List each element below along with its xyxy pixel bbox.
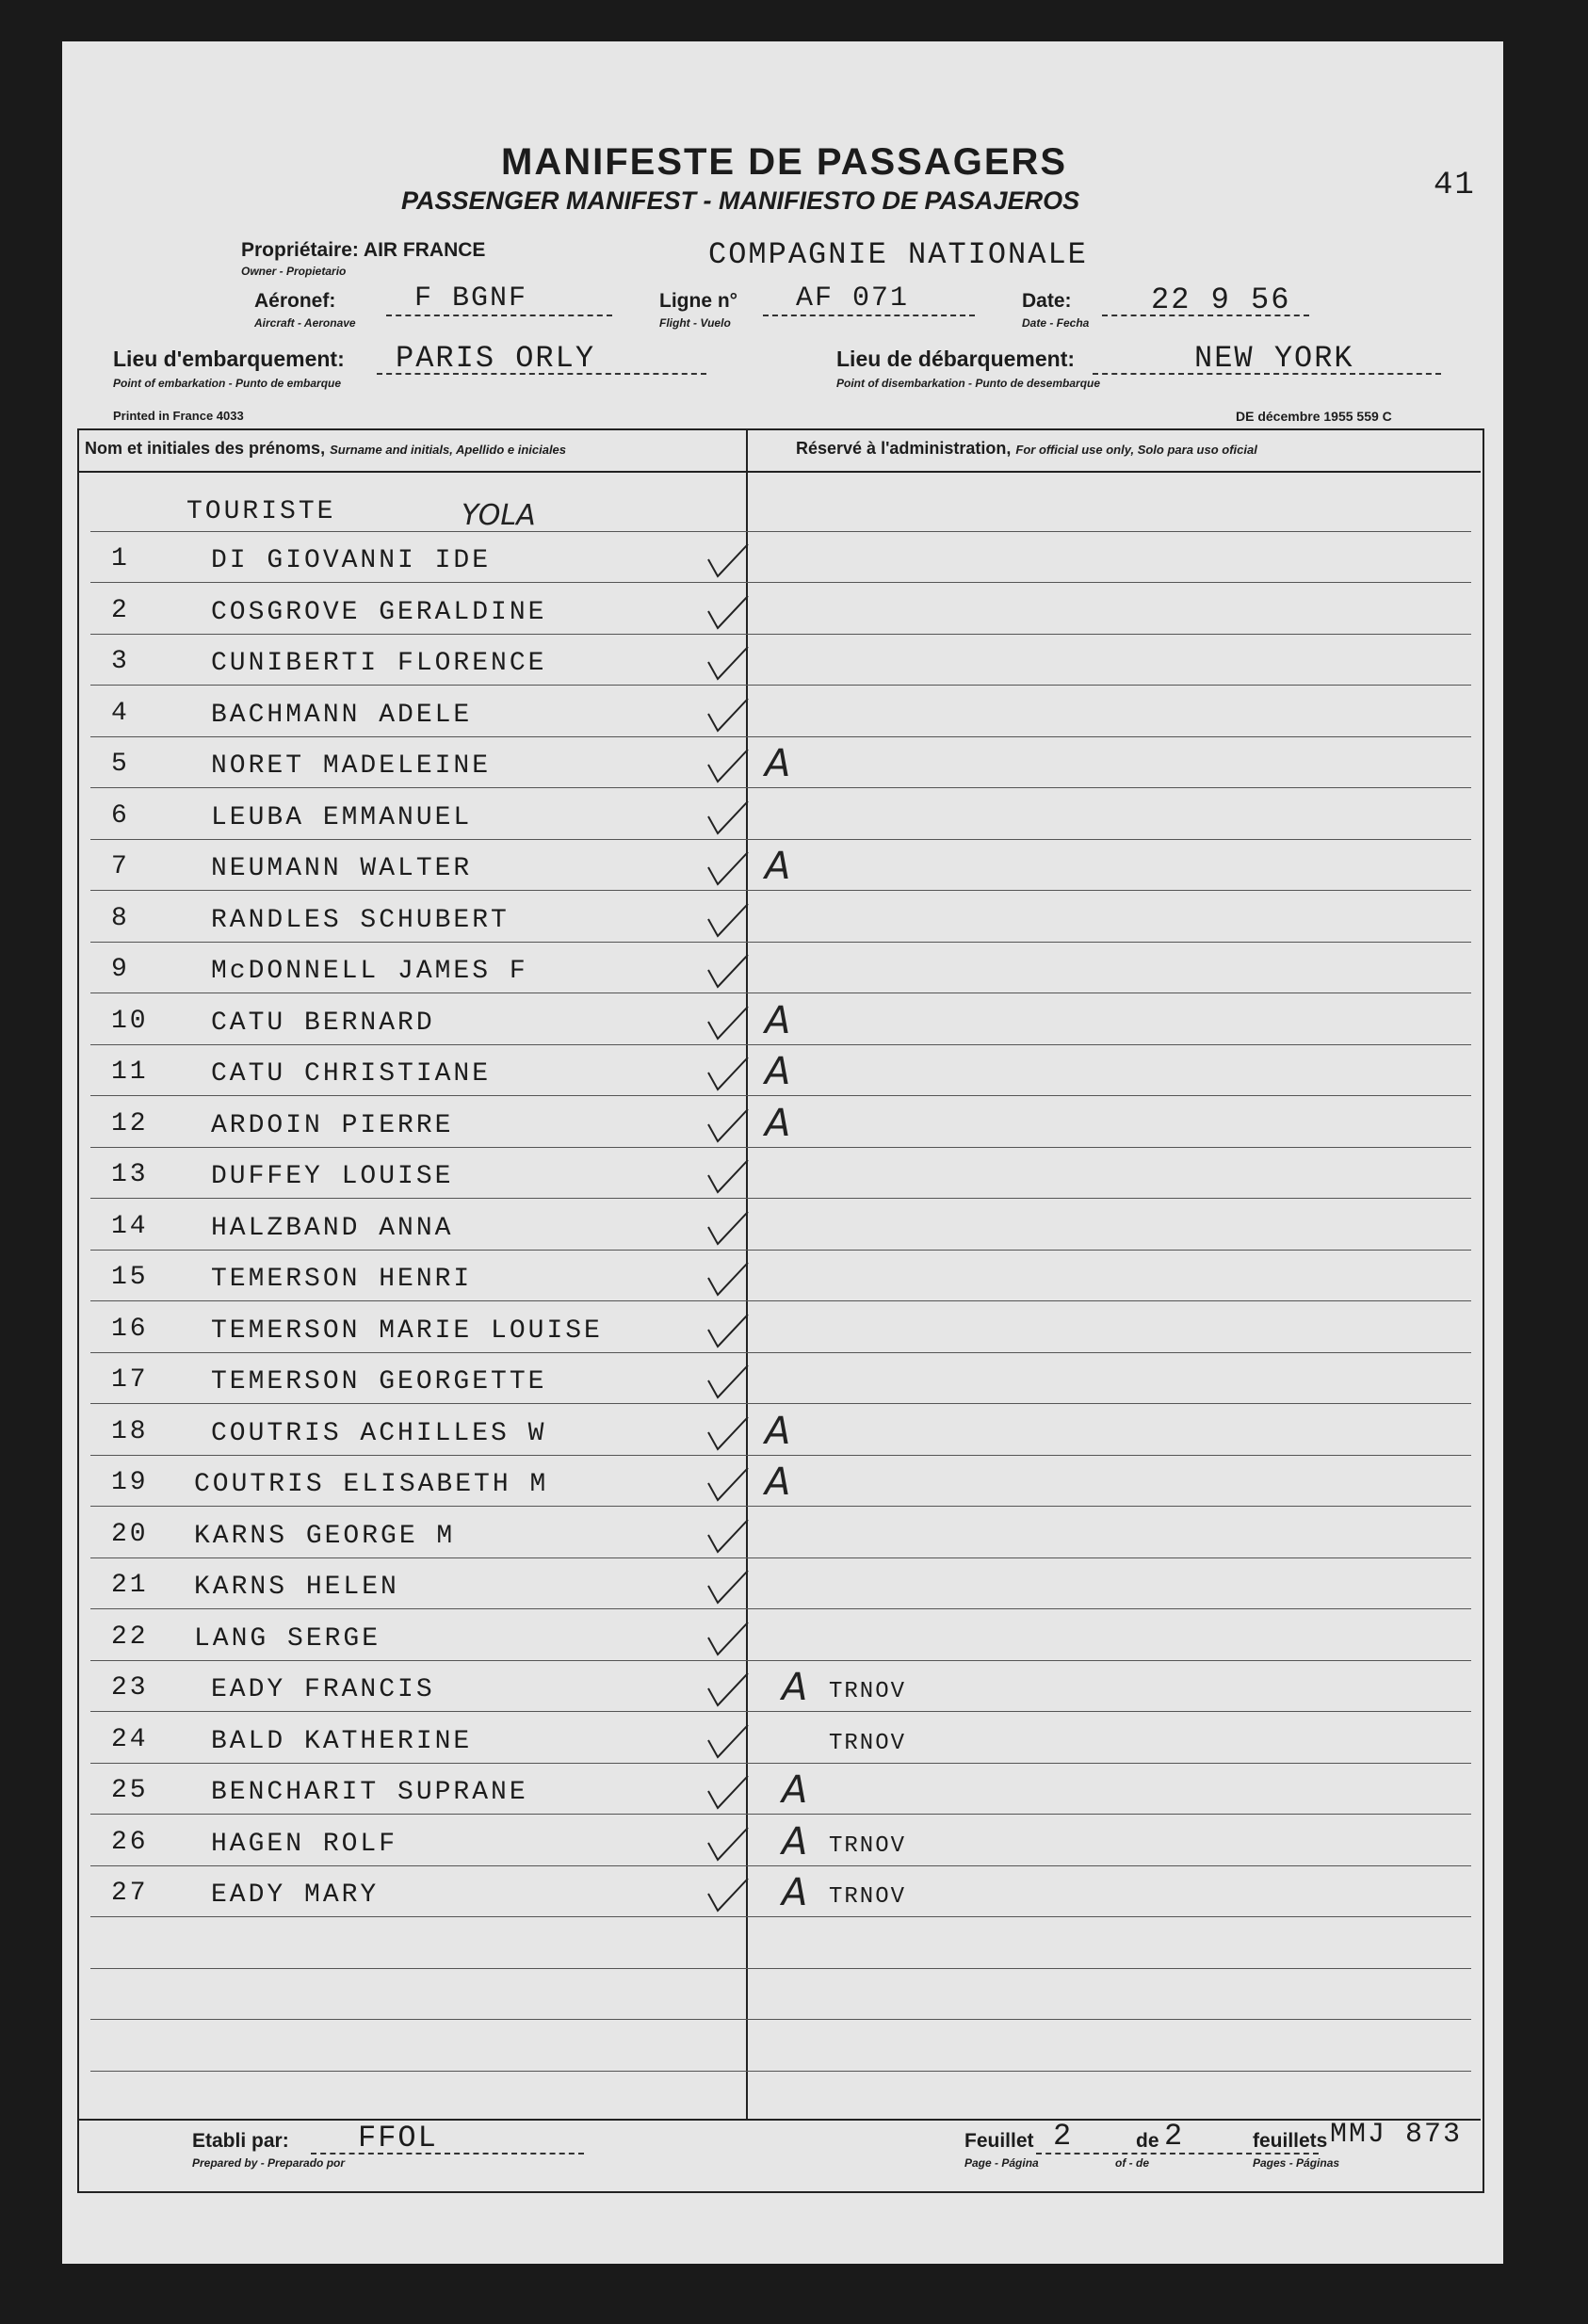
row-line xyxy=(90,1660,1471,1661)
passenger-number: 21 xyxy=(111,1571,149,1600)
check-mark-icon xyxy=(705,542,752,580)
passenger-name: LEUBA EMMANUEL xyxy=(211,802,473,832)
passenger-name: COUTRIS ACHILLES W xyxy=(211,1418,547,1448)
check-mark-icon xyxy=(705,1671,752,1709)
check-mark-icon xyxy=(705,1518,752,1556)
passenger-name: TEMERSON MARIE LOUISE xyxy=(211,1315,603,1346)
blank-row-line xyxy=(90,2071,1471,2072)
col1-header-main: Nom et initiales des prénoms, xyxy=(85,439,326,458)
check-mark-icon xyxy=(705,594,752,632)
passenger-name: EADY FRANCIS xyxy=(211,1675,435,1704)
check-mark-icon xyxy=(705,645,752,683)
check-mark-icon xyxy=(705,1313,752,1350)
col2-header-sub: For official use only, Solo para uso oficial xyxy=(1015,443,1257,457)
row-line xyxy=(90,634,1471,635)
row-line xyxy=(90,1455,1471,1456)
stamp: MMJ 873 xyxy=(1330,2119,1463,2151)
row-line xyxy=(90,1711,1471,1712)
row-line xyxy=(90,1763,1471,1764)
passenger-name: HAGEN ROLF xyxy=(211,1829,398,1859)
admin-note: TRNOV xyxy=(829,1679,907,1704)
sheet-sub: Page - Página xyxy=(964,2156,1039,2170)
passenger-name: NORET MADELEINE xyxy=(211,751,492,781)
admin-mark: A xyxy=(765,998,791,1042)
passenger-number: 11 xyxy=(111,1057,149,1087)
passenger-number: 13 xyxy=(111,1160,149,1189)
passenger-name: NEUMANN WALTER xyxy=(211,854,473,883)
row-line xyxy=(90,942,1471,943)
date-label: Date: xyxy=(1022,290,1072,312)
row-line xyxy=(90,1352,1471,1353)
flight-sub: Flight - Vuelo xyxy=(659,316,731,330)
row-line xyxy=(90,890,1471,891)
admin-note: TRNOV xyxy=(829,1730,907,1756)
passenger-number: 6 xyxy=(111,800,130,831)
check-mark-icon xyxy=(705,1107,752,1145)
col1-header-sub: Surname and initials, Apellido e iniciales xyxy=(330,443,567,457)
printed-note: Printed in France 4033 xyxy=(113,409,244,423)
passenger-name: TEMERSON GEORGETTE xyxy=(211,1367,547,1396)
passenger-number: 24 xyxy=(111,1724,149,1754)
admin-mark: A xyxy=(782,1819,808,1864)
passenger-name: EADY MARY xyxy=(211,1880,380,1910)
row-line xyxy=(90,1814,1471,1815)
check-mark-icon xyxy=(705,1466,752,1504)
check-mark-icon xyxy=(705,953,752,991)
date-sub: Date - Fecha xyxy=(1022,316,1090,330)
check-mark-icon xyxy=(705,1056,752,1093)
sheet-underline xyxy=(1036,2153,1319,2155)
passenger-number: 18 xyxy=(111,1416,149,1446)
of-label: de xyxy=(1136,2130,1159,2152)
page-number: 41 xyxy=(1434,168,1476,203)
passenger-number: 17 xyxy=(111,1365,149,1395)
admin-mark: A xyxy=(782,1768,808,1812)
form-code: DE décembre 1955 559 C xyxy=(1236,409,1392,424)
page-subtitle: PASSENGER MANIFEST - MANIFIESTO DE PASAJEROS xyxy=(401,186,1080,215)
prepared-underline xyxy=(311,2153,584,2155)
passenger-number: 14 xyxy=(111,1211,149,1241)
of-sub: of - de xyxy=(1115,2156,1149,2170)
passenger-name: COSGROVE GERALDINE xyxy=(211,597,547,627)
row-line xyxy=(90,582,1471,583)
passenger-number: 5 xyxy=(111,750,130,779)
embark-label: Lieu d'embarquement: xyxy=(113,347,345,371)
disembark-label: Lieu de débarquement: xyxy=(836,347,1076,371)
passenger-name: TEMERSON HENRI xyxy=(211,1265,473,1294)
passenger-number: 19 xyxy=(111,1468,149,1497)
row-line xyxy=(90,1300,1471,1301)
prepared-label: Etabli par: xyxy=(192,2130,289,2152)
admin-note: TRNOV xyxy=(829,1832,907,1859)
row-line xyxy=(90,787,1471,788)
passenger-number: 9 xyxy=(111,955,130,984)
check-mark-icon xyxy=(705,1621,752,1658)
passenger-name: DI GIOVANNI IDE xyxy=(211,546,492,575)
section-annotation: YOLA xyxy=(462,499,536,532)
row-line xyxy=(90,1044,1471,1045)
passenger-name: BALD KATHERINE xyxy=(211,1726,473,1756)
passenger-number: 4 xyxy=(111,698,130,728)
passenger-number: 7 xyxy=(111,852,130,881)
check-mark-icon xyxy=(705,697,752,734)
row-line xyxy=(90,1198,1471,1199)
passenger-number: 8 xyxy=(111,903,130,933)
check-mark-icon xyxy=(705,1158,752,1196)
check-mark-icon xyxy=(705,1826,752,1864)
check-mark-icon xyxy=(705,1261,752,1299)
passenger-name: KARNS HELEN xyxy=(194,1573,399,1602)
sheet-label: Feuillet xyxy=(964,2130,1034,2152)
row-line xyxy=(90,1506,1471,1507)
owner-value: COMPAGNIE NATIONALE xyxy=(708,237,1088,272)
check-mark-icon xyxy=(705,748,752,785)
passenger-number: 3 xyxy=(111,647,130,676)
row-line xyxy=(90,1147,1471,1148)
aircraft-underline xyxy=(386,315,612,316)
of-value: 2 xyxy=(1164,2119,1185,2154)
passenger-number: 27 xyxy=(111,1879,149,1908)
disembark-underline xyxy=(1093,373,1441,375)
flight-underline xyxy=(763,315,975,316)
passenger-name: LANG SERGE xyxy=(194,1623,381,1654)
col2-header-main: Réservé à l'administration, xyxy=(796,439,1012,458)
passenger-number: 25 xyxy=(111,1776,149,1805)
row-line xyxy=(90,1250,1471,1251)
row-line xyxy=(90,1557,1471,1558)
prepared-sub: Prepared by - Preparado por xyxy=(192,2156,346,2170)
owner-label: Propriétaire: AIR FRANCE xyxy=(241,239,486,261)
row-line xyxy=(90,1095,1471,1096)
date-underline xyxy=(1102,315,1309,316)
check-mark-icon xyxy=(705,1569,752,1606)
passenger-name: KARNS GEORGE M xyxy=(194,1521,456,1551)
passenger-number: 15 xyxy=(111,1263,149,1292)
prepared-value: FFOL xyxy=(358,2121,438,2155)
passenger-name: COUTRIS ELISABETH M xyxy=(194,1470,549,1499)
passenger-number: 2 xyxy=(111,595,130,625)
owner-sub: Owner - Propietario xyxy=(241,265,347,278)
passenger-name: McDONNELL JAMES F xyxy=(211,957,528,986)
flight-label: Ligne n° xyxy=(659,290,738,312)
check-mark-icon xyxy=(705,1210,752,1248)
row-line xyxy=(90,736,1471,737)
passenger-number: 26 xyxy=(111,1827,149,1857)
embark-value: PARIS ORLY xyxy=(396,341,596,376)
check-mark-icon xyxy=(705,1723,752,1761)
passenger-number: 23 xyxy=(111,1673,149,1703)
section-label: TOURISTE xyxy=(186,497,336,526)
passenger-number: 20 xyxy=(111,1519,149,1549)
embark-sub: Point of embarkation - Punto de embarque xyxy=(113,377,342,390)
disembark-sub: Point of disembarkation - Punto de desembarque xyxy=(836,377,1101,390)
blank-row-line xyxy=(90,2019,1471,2020)
admin-mark: A xyxy=(765,1409,791,1453)
row-line xyxy=(90,1865,1471,1866)
passenger-name: CATU BERNARD xyxy=(211,1008,435,1038)
sheets-label: feuillets xyxy=(1253,2130,1328,2152)
passenger-name: HALZBAND ANNA xyxy=(211,1213,454,1243)
row-line xyxy=(90,839,1471,840)
passenger-name: CATU CHRISTIANE xyxy=(211,1059,492,1089)
passenger-number: 1 xyxy=(111,544,130,573)
row-line xyxy=(90,685,1471,686)
passenger-name: RANDLES SCHUBERT xyxy=(211,905,510,935)
blank-row-line xyxy=(90,1968,1471,1969)
embark-underline xyxy=(377,373,706,375)
passenger-name: BENCHARIT SUPRANE xyxy=(211,1778,528,1807)
flight-value: AF 071 xyxy=(796,282,910,315)
row-line xyxy=(90,1916,1471,1917)
page-title: MANIFESTE DE PASSAGERS xyxy=(501,141,1068,183)
passenger-name: BACHMANN ADELE xyxy=(211,700,473,730)
admin-mark: A xyxy=(765,742,791,785)
passenger-number: 10 xyxy=(111,1006,149,1036)
check-mark-icon xyxy=(705,902,752,940)
date-value: 22 9 56 xyxy=(1151,282,1291,317)
check-mark-icon xyxy=(705,1877,752,1914)
manifest-table xyxy=(77,428,1484,2193)
check-mark-icon xyxy=(705,850,752,888)
check-mark-icon xyxy=(705,1364,752,1401)
section-line xyxy=(90,531,1471,532)
aircraft-sub: Aircraft - Aeronave xyxy=(254,316,356,330)
admin-mark: A xyxy=(782,1666,808,1709)
passenger-name: DUFFEY LOUISE xyxy=(211,1162,454,1191)
passenger-name: CUNIBERTI FLORENCE xyxy=(211,649,547,678)
check-mark-icon xyxy=(705,1005,752,1042)
sheets-sub: Pages - Páginas xyxy=(1253,2156,1340,2170)
check-mark-icon xyxy=(705,1415,752,1453)
passenger-number: 12 xyxy=(111,1108,149,1138)
check-mark-icon xyxy=(705,799,752,837)
passenger-number: 16 xyxy=(111,1314,149,1344)
check-mark-icon xyxy=(705,1774,752,1812)
admin-mark: A xyxy=(765,845,791,888)
col2-header xyxy=(796,439,1257,459)
sheet-value: 2 xyxy=(1053,2119,1074,2154)
disembark-value: NEW YORK xyxy=(1194,341,1354,376)
admin-mark: A xyxy=(782,1871,808,1914)
aircraft-label: Aéronef: xyxy=(254,290,336,312)
admin-note: TRNOV xyxy=(829,1884,907,1910)
passenger-name: ARDOIN PIERRE xyxy=(211,1110,454,1140)
row-line xyxy=(90,1608,1471,1609)
col1-header xyxy=(85,439,566,459)
admin-mark: A xyxy=(765,1101,791,1145)
admin-mark: A xyxy=(765,1050,791,1093)
aircraft-value: F BGNF xyxy=(414,282,528,315)
admin-mark: A xyxy=(765,1461,791,1504)
passenger-number: 22 xyxy=(111,1622,149,1652)
row-line xyxy=(90,1403,1471,1404)
